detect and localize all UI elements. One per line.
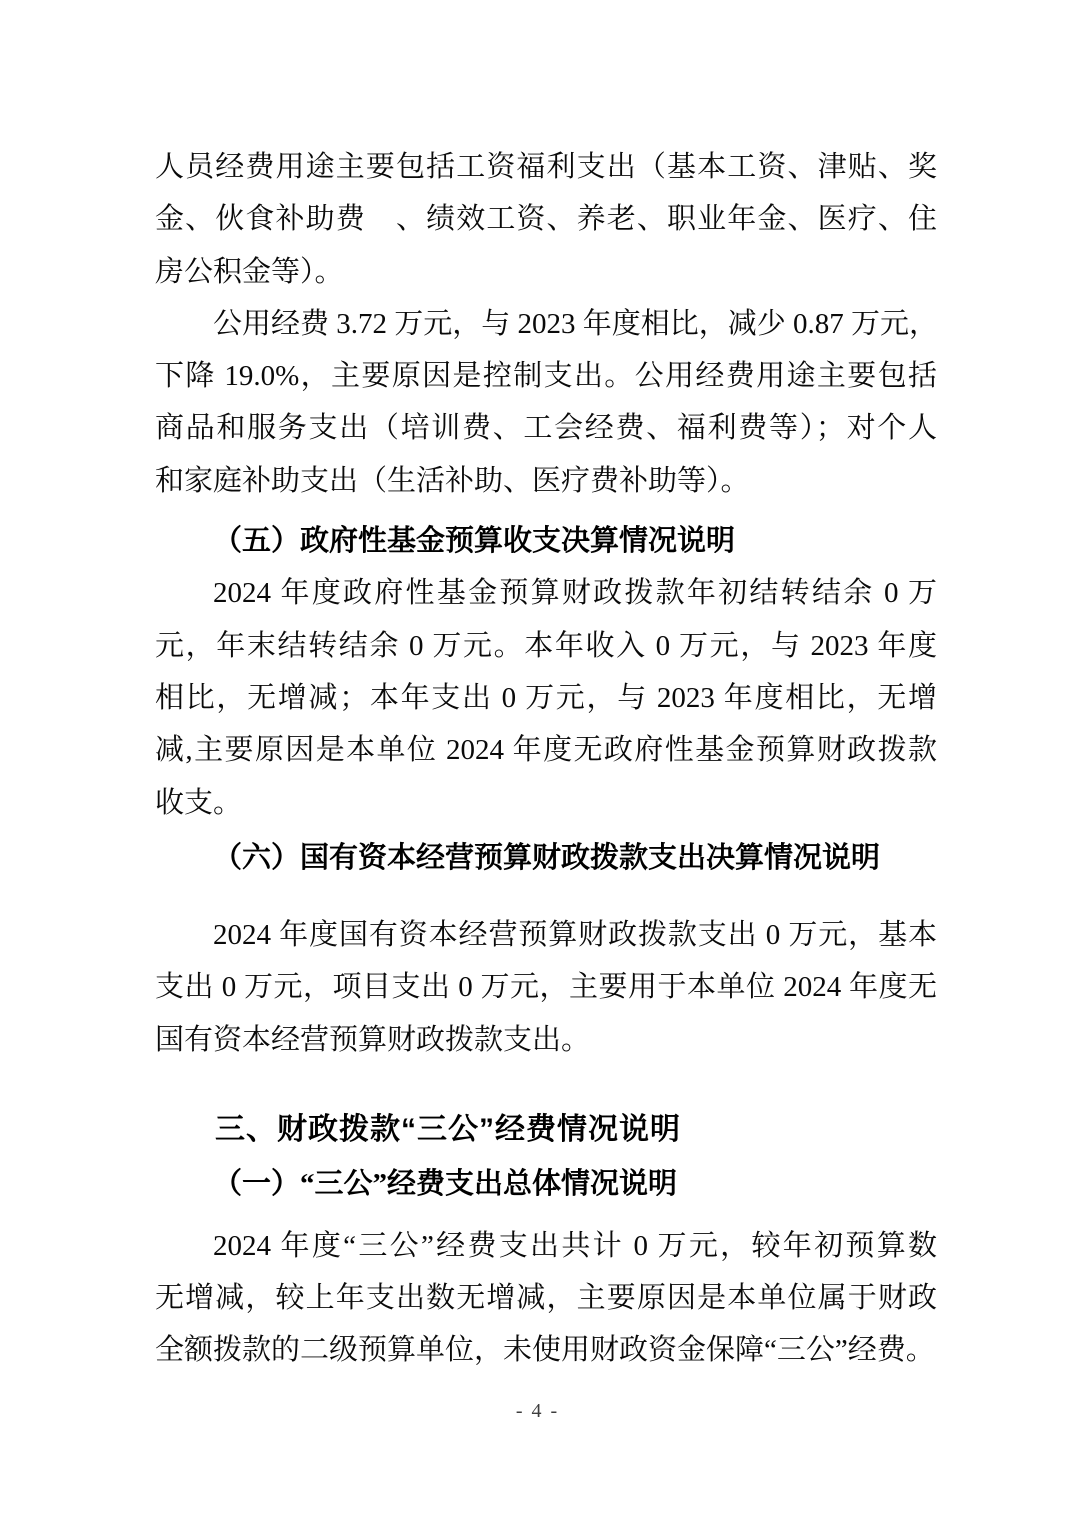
text-line: 国有资本经营预算财政拨款支出。	[155, 1023, 591, 1056]
subsection-heading-1: （一）“三公”经费支出总体情况说明	[213, 1168, 678, 1201]
text-line: 相比，无增减；本年支出 0 万元，与 2023 年度相比，无增	[155, 681, 937, 714]
text-line: 2024 年度国有资本经营预算财政拨款支出 0 万元，基本	[213, 919, 937, 952]
section-heading-6: （六）国有资本经营预算财政拨款支出决算情况说明	[213, 841, 881, 874]
text-line: 2024 年度“三公”经费支出共计 0 万元，较年初预算数	[213, 1229, 937, 1262]
text-line: 公用经费 3.72 万元，与 2023 年度相比，减少 0.87 万元，	[213, 307, 939, 340]
section-heading-5: （五）政府性基金预算收支决算情况说明	[213, 525, 736, 558]
text-line: 支出 0 万元，项目支出 0 万元，主要用于本单位 2024 年度无	[155, 971, 937, 1004]
document-body	[155, 141, 937, 1377]
page-footer	[0, 1400, 1075, 1423]
text-line: 全额拨款的二级预算单位，未使用财政资金保障“三公”经费。	[155, 1334, 935, 1367]
text-line: 收支。	[155, 786, 243, 819]
page-number: - 4 -	[515, 1400, 560, 1422]
text-line: 2024 年度政府性基金预算财政拨款年初结转结余 0 万	[213, 577, 937, 610]
text-line: 金、伙食补助费 、绩效工资、养老、职业年金、医疗、住	[155, 203, 937, 236]
text-line: 房公积金等）。	[155, 255, 344, 288]
text-line: 商品和服务支出（培训费、工会经费、福利费等）；对个人	[155, 412, 937, 445]
text-line: 无增减，较上年支出数无增减，主要原因是本单位属于财政	[155, 1281, 937, 1314]
text-line: 和家庭补助支出（生活补助、医疗费补助等）。	[155, 464, 750, 497]
text-line: 元，年末结转结余 0 万元。本年收入 0 万元，与 2023 年度	[155, 629, 937, 662]
text-line: 减,主要原因是本单位 2024 年度无政府性基金预算财政拨款	[155, 734, 937, 767]
text-line: 人员经费用途主要包括工资福利支出（基本工资、津贴、奖	[155, 151, 937, 183]
part-heading-3: 三、财政拨款“三公”经费情况说明	[215, 1113, 681, 1147]
text-line: 下降 19.0%，主要原因是控制支出。公用经费用途主要包括	[155, 360, 937, 393]
